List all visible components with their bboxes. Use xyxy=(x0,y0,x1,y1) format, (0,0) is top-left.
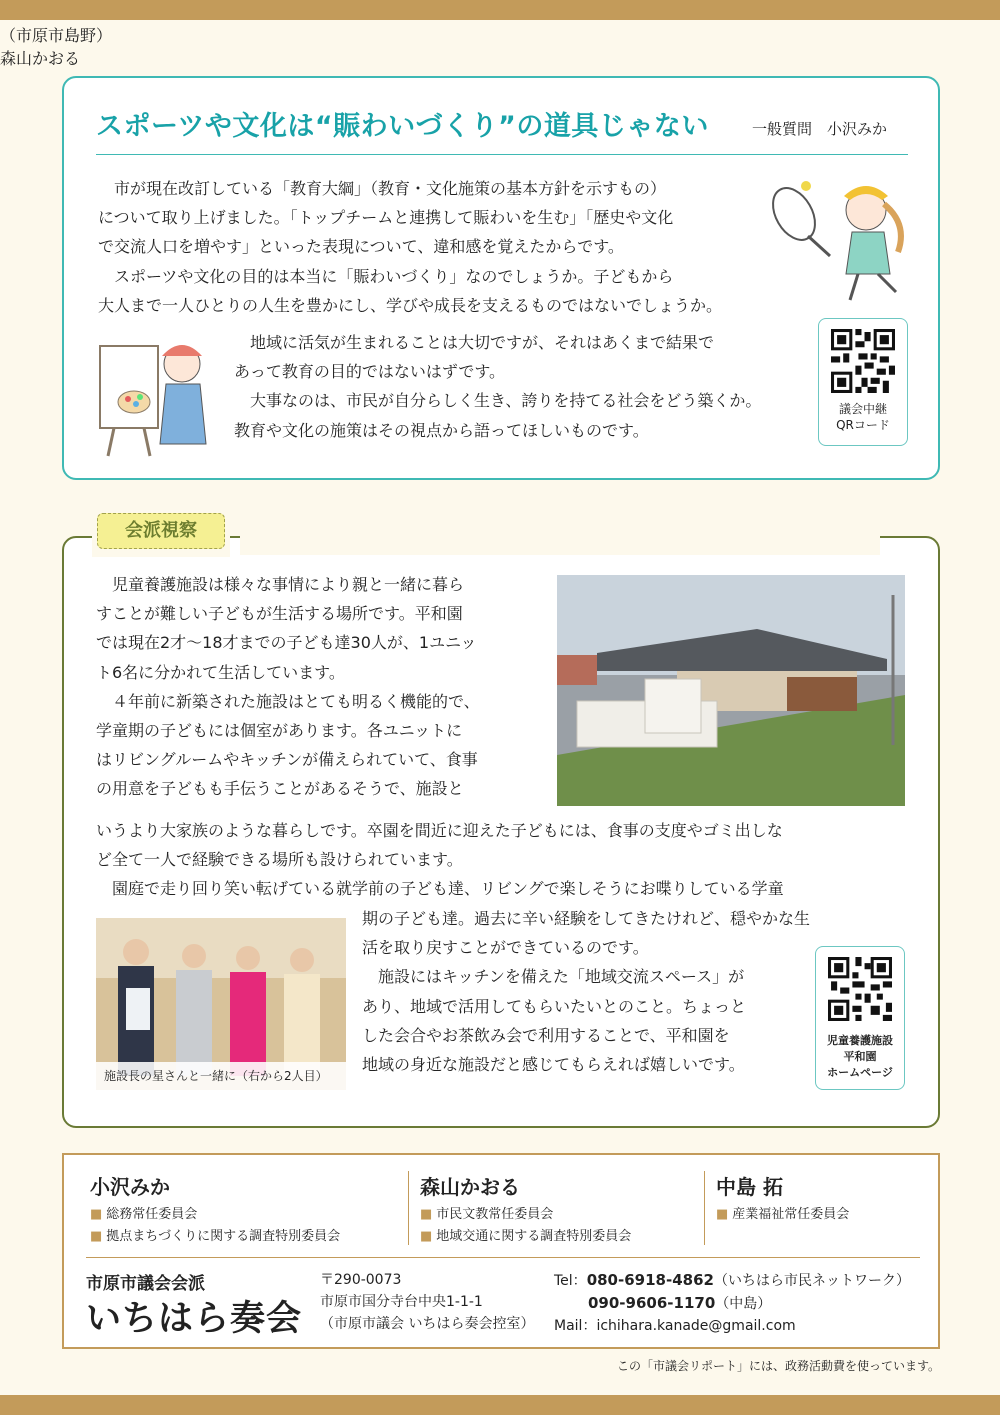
divider xyxy=(86,1257,920,1258)
article-sports-culture xyxy=(62,76,940,480)
qr-label: 児童養護施設 平和園 ホームページ xyxy=(827,1034,893,1079)
address: 〒290-0073 市原市国分寺台中央1-1-1 （市原市議会 いちはら奏会控室） xyxy=(320,1272,535,1332)
qr-label: 議会中継 QRコード xyxy=(836,402,890,432)
article-author: 一般質問 小沢みか xyxy=(752,120,888,138)
tel-1[interactable]: 080-6918-4862 xyxy=(586,1271,714,1289)
article-body-cont: 地域に活気が生まれることは大切ですが、それはあくまで結果で あって教育の目的ではないはずです。 大事なのは、市民が自分らしく生き、誇りを持てる社会をどう築くか。 教育や文化の施策はその視点から語ってほしいものです。 xyxy=(234,333,762,440)
article-body-bottom: 期の子ども達。過去に辛い経験をしてきたけれど、穏やかな生 活を取り戻すことができているのです。 施設にはキッチンを備えた「地域交流スペース」が あり、地域で活用してもらいたいとのこと。ちょっと した会合やお茶飲み会で利用することで、平和園を 地域の身近な施設だと感じてもらえれば嬉しいです。 xyxy=(362,909,811,1075)
article-title-location: （市原市島野） xyxy=(0,26,113,45)
photo-caption: 施設長の星さんと一緒に（右から2人目） xyxy=(96,1062,346,1090)
org-label: 市原市議会会派 xyxy=(86,1274,205,1294)
group-photo xyxy=(96,918,346,1090)
contact: Tel：080-6918-4862（いちはら市民ネットワーク） 090-9606-1170（中島） Mail：ichihara.kanade@gmail.com xyxy=(554,1271,910,1334)
category-tag: 会派視察 xyxy=(97,513,225,549)
member-ozawa: 小沢みか ■ 総務常任委員会 ■ 拠点まちづくりに関する調査特別委員会 xyxy=(90,1175,341,1244)
painting-child-illustration xyxy=(94,332,220,458)
qr-box-live[interactable] xyxy=(818,318,908,446)
funding-note: この「市議会リポート」には、政務活動費を使っています。 xyxy=(616,1359,940,1373)
email-link[interactable]: ichihara.kanade@gmail.com xyxy=(596,1318,796,1334)
bottom-decor-bar xyxy=(0,1395,1000,1415)
qr-box-homepage[interactable] xyxy=(815,946,905,1090)
footer-info xyxy=(62,1153,940,1349)
tennis-girl-illustration xyxy=(760,174,920,308)
member-moriyama: 森山かおる ■ 市民文教常任委員会 ■ 地域交通に関する調査特別委員会 xyxy=(420,1175,632,1244)
divider xyxy=(408,1171,409,1245)
top-decor-bar xyxy=(0,0,1000,20)
article-body-top: 児童養護施設は様々な事情により親と一緒に暮ら すことが難しい子どもが生活する場所です。平和園 では現在2才〜18才までの子ども達30人が、1ユニッ ト6名に分かれて生活しています。 ４年前に新築された施設はとても明るく機能的で、 学童期の子どもには個室があります。各ユニットに はリビングルームやキッチンが備えられていて、食事 の用意を子どもも手伝うことがあるそうで、施設と xyxy=(96,575,480,799)
qr-code-icon[interactable] xyxy=(828,957,892,1021)
divider xyxy=(704,1171,705,1245)
article-author: 森山かおる xyxy=(0,49,81,68)
tel-2[interactable]: 090-9606-1170 xyxy=(588,1294,716,1312)
title-rule xyxy=(96,154,908,155)
article-body-mid: いうより大家族のような暮らしです。卒園を間近に迎えた子どもには、食事の支度やゴミ出しな ど全て一人で経験できる場所も設けられています。 園庭で走り回り笑い転げている就学前の子ども達、リビングで楽しそうにお喋りしている学童 xyxy=(96,821,784,899)
title-backdrop xyxy=(240,515,880,555)
org-name: いちはら奏会 xyxy=(86,1299,303,1339)
article-title: スポーツや文化は“賑わいづくり”の道具じゃない xyxy=(96,111,709,142)
member-nakajima: 中島 拓 ■ 産業福祉常任委員会 xyxy=(716,1175,850,1222)
article-body: 市が現在改訂している「教育大綱」（教育・文化施策の基本方針を示すもの） について取り上げました。「トップチームと連携して賑わいを生む」「歴史や文化 で交流人口を増やす」といった表現について、違和感を覚えたからです。 スポーツや文化の目的は本当に「賑わいづくり」なのでしょうか。子どもから 大人まで一人ひとりの人生を豊かにし、学びや成長を支えるものではないでしょうか。 xyxy=(98,179,723,315)
qr-code-icon[interactable] xyxy=(831,329,895,393)
facility-photo xyxy=(557,575,905,806)
